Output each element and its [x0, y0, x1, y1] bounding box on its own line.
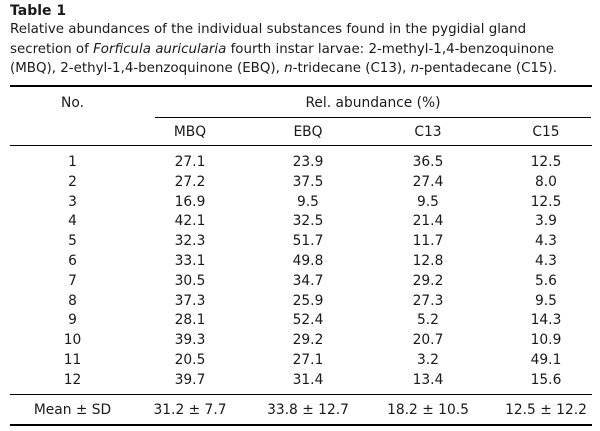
cell-ebq: 29.2: [292, 332, 324, 348]
cell-c13: 36.5: [412, 154, 444, 170]
cell-c15: 14.3: [530, 312, 562, 328]
caption-segment: fourth instar larvae: 2-methyl-1,4-benzoquinone (MBQ), 2-ethyl-1,4-benzoquinone (EBQ),: [10, 41, 554, 76]
cell-c15: 3.9: [535, 213, 557, 229]
summary-label: Mean ± SD: [33, 402, 112, 418]
cell-c15: 49.1: [530, 352, 562, 368]
cell-c15: 10.9: [530, 332, 562, 348]
row-number: 2: [68, 174, 77, 190]
summary-c15: 12.5 ± 12.2: [505, 402, 587, 418]
cell-mbq: 32.3: [174, 233, 206, 249]
cell-c15: 9.5: [535, 293, 557, 309]
cell-ebq: 52.4: [292, 312, 324, 328]
cell-c15: 12.5: [530, 154, 562, 170]
caption-segment: n: [284, 61, 293, 76]
row-number: 9: [68, 312, 77, 328]
cell-c15: 4.3: [535, 253, 557, 269]
cell-mbq: 16.9: [174, 194, 206, 210]
summary-mbq: 31.2 ± 7.7: [153, 402, 227, 418]
row-number: 8: [68, 293, 77, 309]
header-no: No.: [61, 95, 84, 111]
table-label: Table 1: [10, 3, 67, 19]
summary-ebq: 33.8 ± 12.7: [267, 402, 349, 418]
cell-mbq: 33.1: [174, 253, 206, 269]
row-number: 7: [68, 273, 77, 289]
table-caption: [10, 20, 592, 79]
cell-ebq: 25.9: [292, 293, 324, 309]
top-rule: [10, 85, 592, 87]
cell-c15: 12.5: [530, 194, 562, 210]
bottom-rule: [10, 424, 592, 426]
cell-c15: 4.3: [535, 233, 557, 249]
summary-rule: [10, 394, 592, 395]
cell-c15: 5.6: [535, 273, 557, 289]
cell-mbq: 20.5: [174, 352, 206, 368]
cell-c13: 9.5: [417, 194, 439, 210]
cell-c13: 13.4: [412, 372, 444, 388]
caption-segment: -pentadecane (C15).: [419, 61, 557, 76]
cell-ebq: 51.7: [292, 233, 324, 249]
caption-segment: n: [410, 61, 420, 76]
cell-c13: 29.2: [412, 273, 444, 289]
cell-ebq: 27.1: [292, 352, 324, 368]
row-number: 4: [68, 213, 77, 229]
caption-segment: Relative abundances of the individual substances found in the pygidial gland secretion of: [10, 22, 527, 57]
cell-c13: 12.8: [412, 253, 444, 269]
column-header-c15: C15: [532, 124, 560, 140]
cell-c13: 27.3: [412, 293, 444, 309]
row-number: 6: [68, 253, 77, 269]
cell-c13: 20.7: [412, 332, 444, 348]
group-rule: [155, 117, 591, 118]
row-number: 1: [68, 154, 77, 170]
cell-c13: 27.4: [412, 174, 444, 190]
cell-mbq: 28.1: [174, 312, 206, 328]
cell-ebq: 9.5: [297, 194, 319, 210]
cell-ebq: 23.9: [292, 154, 324, 170]
cell-mbq: 27.1: [174, 154, 206, 170]
caption-segment: -tridecane (C13),: [292, 61, 411, 76]
cell-mbq: 42.1: [174, 213, 206, 229]
cell-ebq: 34.7: [292, 273, 324, 289]
cell-mbq: 39.7: [174, 372, 206, 388]
table-container: [10, 0, 592, 418]
column-header-ebq: EBQ: [293, 124, 323, 140]
caption-segment: Forficula auricularia: [93, 41, 227, 57]
row-number: 10: [63, 332, 82, 348]
cell-mbq: 30.5: [174, 273, 206, 289]
cell-c15: 15.6: [530, 372, 562, 388]
summary-c13: 18.2 ± 10.5: [387, 402, 469, 418]
cell-mbq: 27.2: [174, 174, 206, 190]
cell-ebq: 31.4: [292, 372, 324, 388]
row-number: 5: [68, 233, 77, 249]
column-header-c13: C13: [414, 124, 442, 140]
cell-ebq: 49.8: [292, 253, 324, 269]
cell-c15: 8.0: [535, 174, 557, 190]
row-number: 12: [63, 372, 82, 388]
cell-c13: 21.4: [412, 213, 444, 229]
cell-ebq: 32.5: [292, 213, 324, 229]
cell-c13: 3.2: [417, 352, 439, 368]
cell-mbq: 39.3: [174, 332, 206, 348]
cell-c13: 11.7: [412, 233, 444, 249]
cell-mbq: 37.3: [174, 293, 206, 309]
cell-c13: 5.2: [417, 312, 439, 328]
column-header-mbq: MBQ: [173, 124, 207, 140]
header-rule: [10, 145, 592, 146]
header-group: Rel. abundance (%): [305, 95, 441, 111]
cell-ebq: 37.5: [292, 174, 324, 190]
row-number: 3: [68, 194, 77, 210]
row-number: 11: [63, 352, 82, 368]
